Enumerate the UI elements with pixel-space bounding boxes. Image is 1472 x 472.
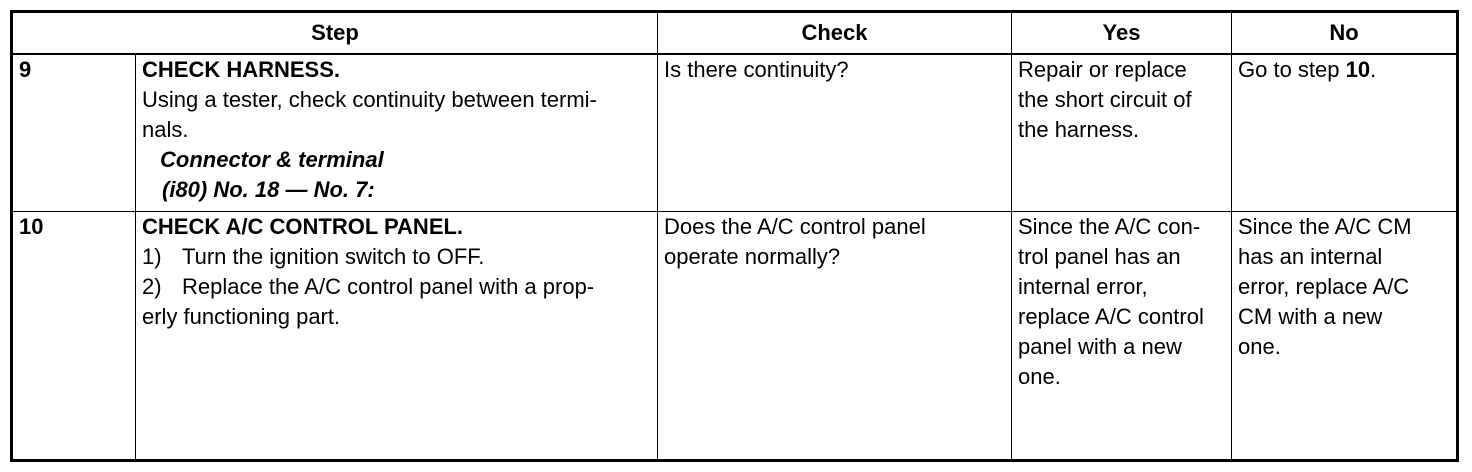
- header-check: Check: [658, 12, 1012, 55]
- yes-cell: [1012, 54, 1232, 212]
- yes-line: internal error,: [1018, 274, 1148, 299]
- list-text: Turn the ignition switch to OFF.: [182, 244, 485, 269]
- list-item: [142, 272, 651, 302]
- yes-line: Since the A/C con-: [1018, 214, 1201, 239]
- no-prefix: Go to step: [1238, 57, 1346, 82]
- spec-label: Connector & terminal: [160, 147, 384, 172]
- yes-cell: [1012, 212, 1232, 461]
- check-line: Does the A/C control panel: [664, 214, 926, 239]
- diagnostic-table: [10, 10, 1459, 462]
- step-text: Using a tester, check continuity between termi-: [142, 87, 597, 112]
- list-number: 1): [142, 244, 162, 269]
- table-row: [12, 212, 1458, 461]
- step-text: nals.: [142, 117, 189, 142]
- yes-line: Repair or replace: [1018, 57, 1187, 82]
- check-cell: Is there continuity?: [658, 54, 1012, 212]
- step-title: CHECK HARNESS.: [142, 57, 341, 82]
- yes-line: the harness.: [1018, 117, 1140, 142]
- no-line: error, replace A/C: [1238, 274, 1410, 299]
- yes-line: trol panel has an: [1018, 244, 1181, 269]
- no-line: has an internal: [1238, 244, 1383, 269]
- yes-line: panel with a new: [1018, 334, 1182, 359]
- no-suffix: .: [1370, 57, 1377, 82]
- header-step: Step: [12, 12, 658, 55]
- header-row: [12, 12, 1458, 55]
- check-line: operate normally?: [664, 244, 841, 269]
- yes-line: the short circuit of: [1018, 87, 1192, 112]
- yes-line: one.: [1018, 364, 1061, 389]
- no-step-ref: 10: [1345, 57, 1371, 82]
- table-row: [12, 54, 1458, 212]
- no-cell: [1232, 212, 1458, 461]
- list-item: [142, 242, 651, 272]
- no-line: Since the A/C CM: [1238, 214, 1412, 239]
- list-text: Replace the A/C control panel with a prop-: [182, 274, 595, 299]
- spec-value: (i80) No. 18 — No. 7:: [162, 177, 375, 202]
- step-number: 10: [12, 212, 136, 461]
- header-no: No: [1232, 12, 1458, 55]
- list-continuation: erly functioning part.: [142, 304, 341, 329]
- check-cell: [658, 212, 1012, 461]
- step-title: CHECK A/C CONTROL PANEL.: [142, 214, 464, 239]
- step-description: [136, 212, 658, 461]
- no-cell: [1232, 54, 1458, 212]
- step-number: 9: [12, 54, 136, 212]
- list-number: 2): [142, 274, 162, 299]
- header-yes: Yes: [1012, 12, 1232, 55]
- yes-line: replace A/C control: [1018, 304, 1204, 329]
- no-line: one.: [1238, 334, 1281, 359]
- step-description: [136, 54, 658, 212]
- no-line: CM with a new: [1238, 304, 1383, 329]
